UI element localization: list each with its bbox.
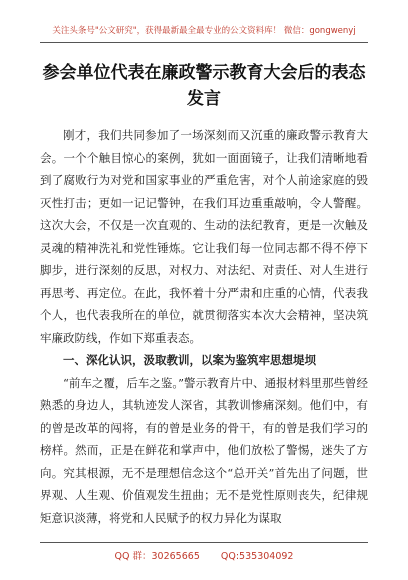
footer-qq-group: QQ 群：30265665 [114, 551, 200, 562]
header-divider [40, 42, 368, 43]
document-title: 参会单位代表在廉政警示教育大会后的表态发言 [42, 63, 366, 109]
page-header: 关注头条号"公文研究"，获得最新最全最专业的公文资料库！ 微信：gongwenyj [52, 26, 356, 36]
paragraph-section-1: “前车之覆，后车之鉴。”警示教育片中、通报材料里那些曾经熟悉的身边人，其轨迹发人深省，其教训惨痛深刻。他们中，有的曾是改革的闯将，有的曾是业务的骨干，有的曾是我们学习的榜样。然而，正是在鲜花和掌声中，他们放松了警惕，迷失了方向。究其根源，无不是理想信念这个“总开关”首先出了问题，世界观、人生观、价值观发生扭曲；无不是党性原则丧失，纪律规矩意识淡薄，将党和人民赋予的权力异化为谋取 [40, 375, 369, 525]
document-body [40, 124, 368, 529]
paragraph-intro: 刚才，我们共同参加了一场深刻而又沉重的廉政警示教育大会。一个个触目惊心的案例，犹如一面面镜子，让我们清晰地看到了腐败行为对党和国家事业的严重危害，对个人前途家庭的毁灭性打击；更如一记记警钟，在我们耳边重重敲响，令人警醒。这次大会，不仅是一次直观的、生动的法纪教育，更是一次触及灵魂的精神洗礼和党性锤炼。它让我们每一位同志都不得不停下脚步，进行深刻的反思，对权力、对法纪、对责任、对人生进行再思考、再定位。在此，我怀着十分严肃和庄重的心情，代表我个人，也代表我所在的单位，就贯彻落实本次大会精神，坚决筑牢廉政防线，作如下郑重表态。 [40, 128, 368, 345]
page-footer [40, 548, 368, 562]
footer-qq: QQ:535304092 [220, 551, 294, 562]
footer-divider [40, 542, 368, 543]
section-heading-1: 一、深化认识，汲取教训，以案为鉴筑牢思想堤坝 [63, 353, 316, 367]
